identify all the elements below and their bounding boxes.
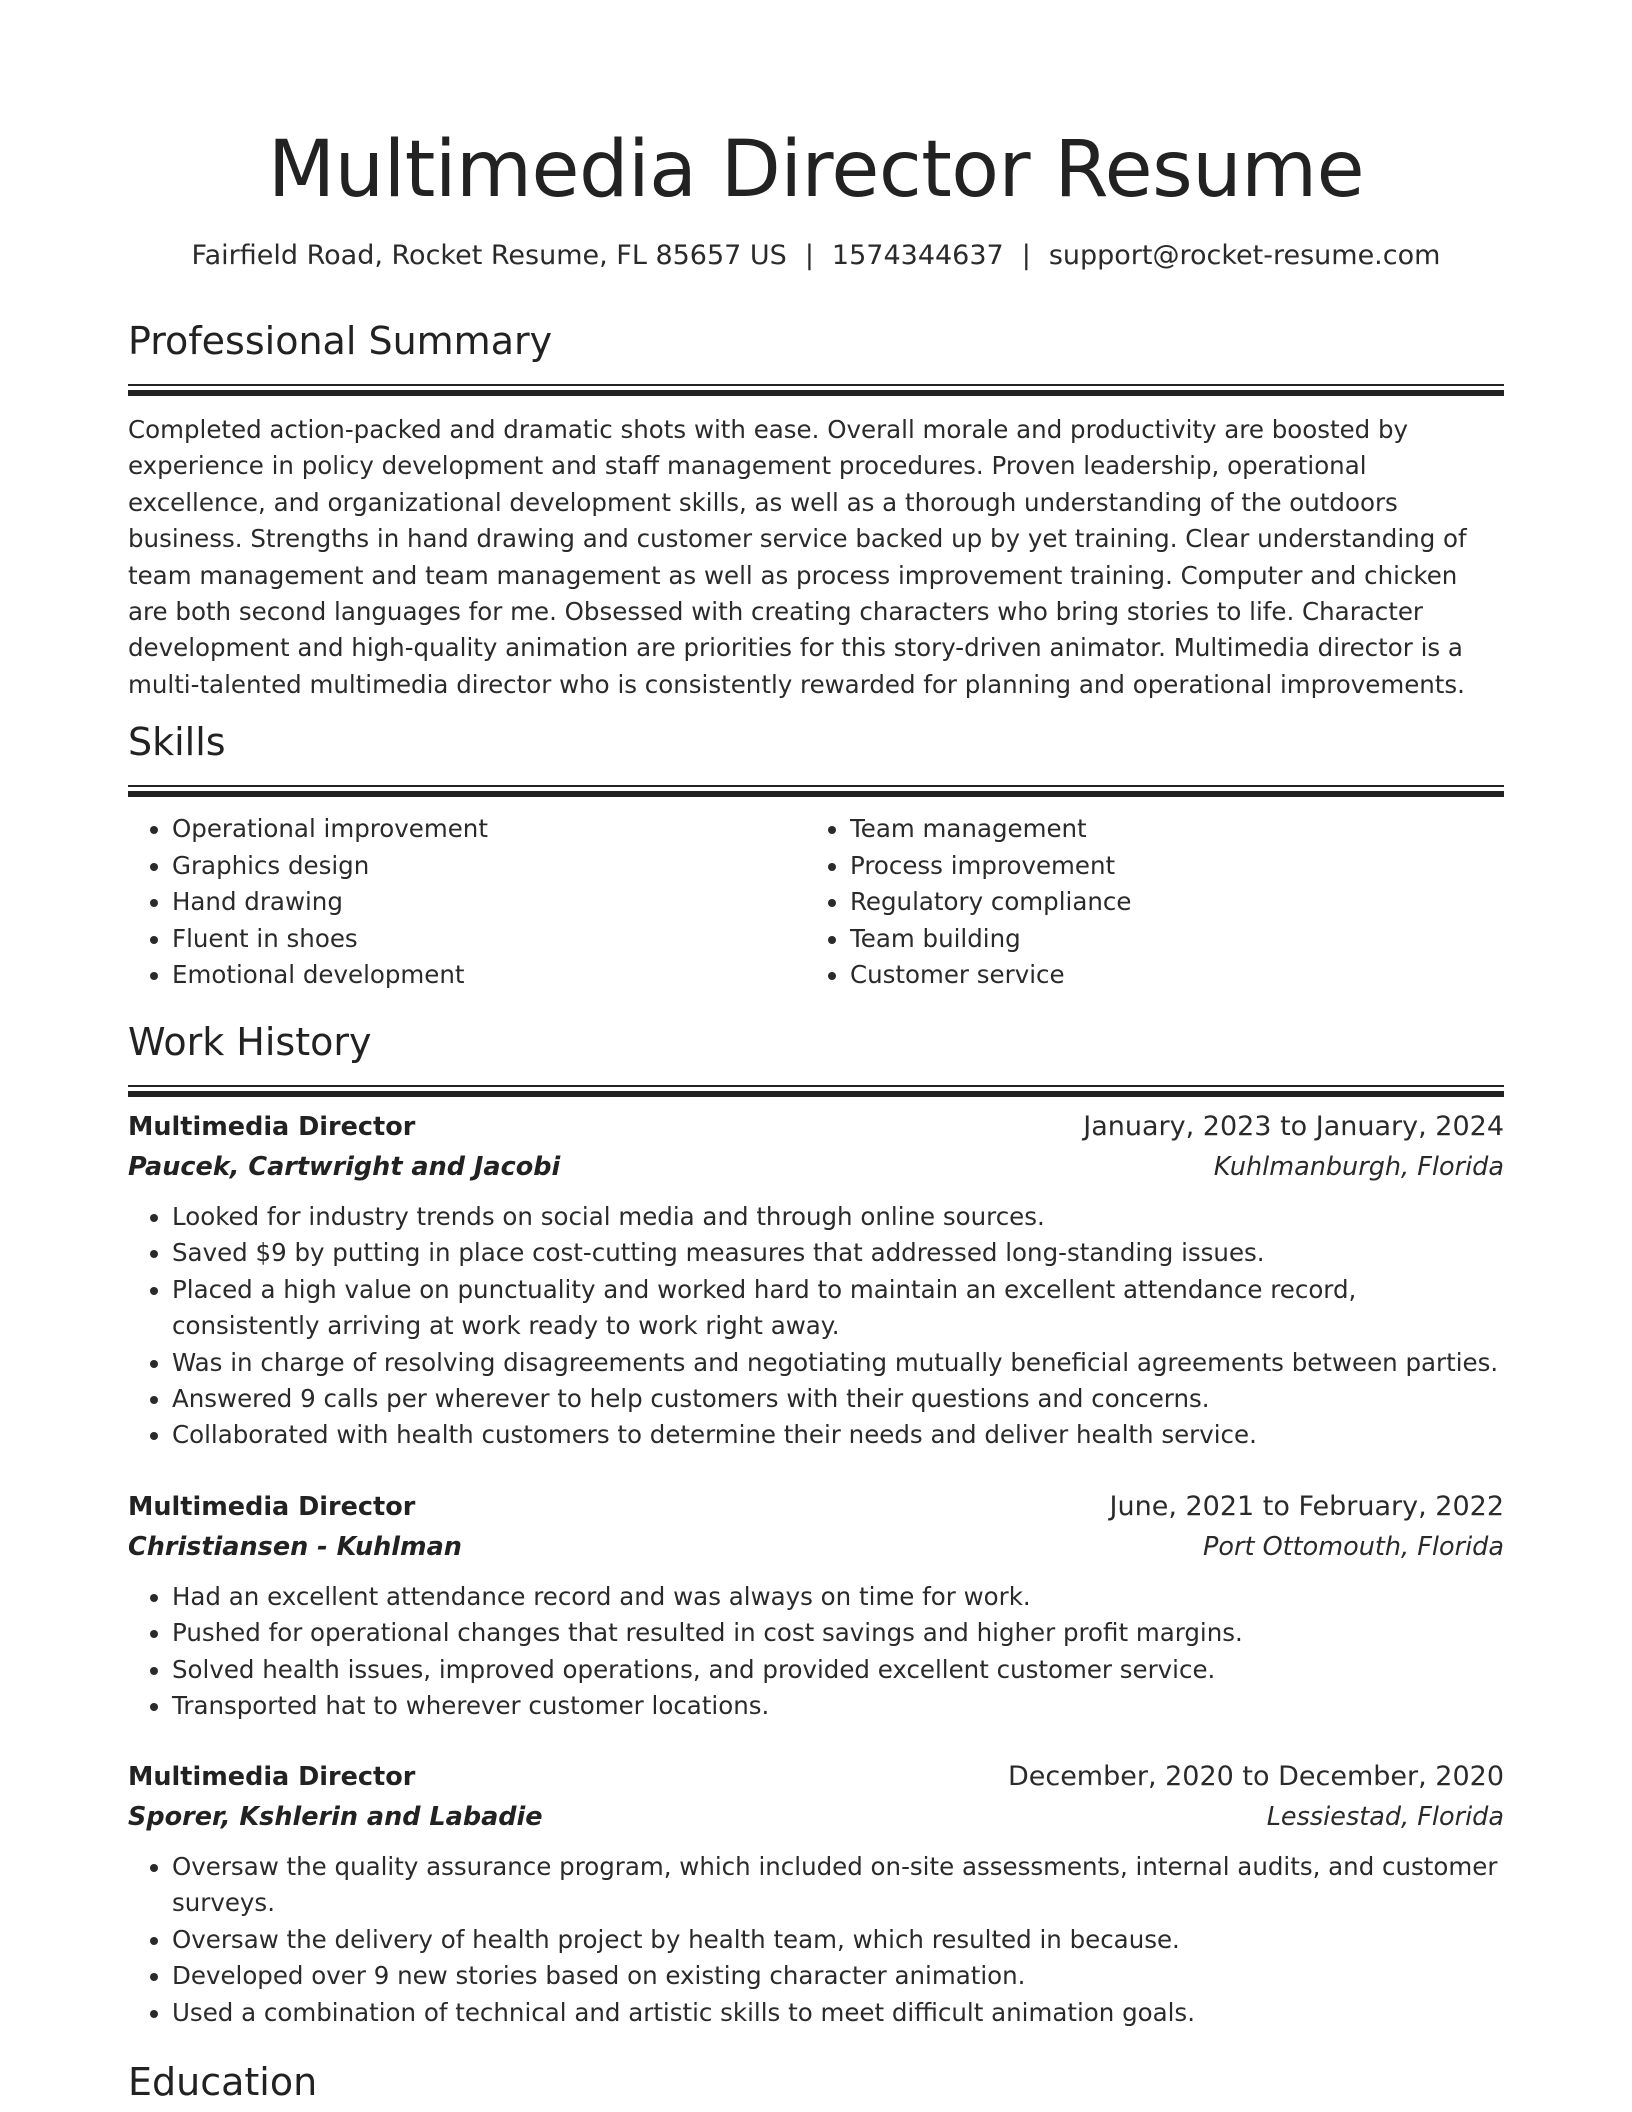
job-bullet: • Transported hat to wherever customer locations.: [172, 1688, 1504, 1724]
section-title-education: Education: [128, 2060, 318, 2104]
job-company: Sporer, Kshlerin and Labadie: [128, 1802, 543, 1832]
section-divider: [128, 384, 1504, 386]
skill-item: • Team building: [850, 921, 1484, 958]
job-header: [128, 1487, 1504, 1527]
job-bullet: • Was in charge of resolving disagreements and negotiating mutually beneficial agreements between parties.: [172, 1345, 1504, 1381]
skill-item: • Operational improvement: [172, 811, 806, 848]
job-bullet: • Used a combination of technical and artistic skills to meet difficult animation goals.: [172, 1995, 1504, 2031]
skill-item: • Hand drawing: [172, 884, 806, 921]
section-divider: [128, 390, 1504, 396]
skill-item: • Fluent in shoes: [172, 921, 806, 958]
job-bullets: [128, 1579, 1504, 1725]
job-company: Paucek, Cartwright and Jacobi: [128, 1152, 561, 1182]
job-bullets: [128, 1849, 1504, 2031]
summary-section: [128, 316, 1504, 703]
job-bullet: • Solved health issues, improved operations, and provided excellent customer service.: [172, 1652, 1504, 1688]
job-bullet: • Looked for industry trends on social media and through online sources.: [172, 1199, 1504, 1235]
job-header: [128, 1107, 1504, 1147]
section-divider: [128, 791, 1504, 797]
job-location: Port Ottomouth, Florida: [1203, 1532, 1504, 1562]
job-title: Multimedia Director: [128, 1492, 416, 1522]
job-location: Lessiestad, Florida: [1266, 1802, 1504, 1832]
job-entry: [128, 1487, 1504, 1725]
job-bullet: • Answered 9 calls per wherever to help customers with their questions and concerns.: [172, 1381, 1504, 1417]
skill-item: • Emotional development: [172, 957, 806, 994]
job-bullet: • Oversaw the delivery of health project by health team, which resulted in because.: [172, 1922, 1504, 1958]
job-bullet: • Placed a high value on punctuality and worked hard to maintain an excellent attendance record, consistently arriving at work ready to work right away.: [172, 1272, 1504, 1345]
job-bullet: • Pushed for operational changes that resulted in cost savings and higher profit margins.: [172, 1615, 1504, 1651]
job-title: Multimedia Director: [128, 1762, 416, 1792]
job-dates: December, 2020 to December, 2020: [1007, 1761, 1504, 1792]
job-subheader: [128, 1147, 1504, 1187]
job-header: [128, 1757, 1504, 1797]
education-section: [128, 2057, 1504, 2107]
job-bullet: • Collaborated with health customers to determine their needs and deliver health service.: [172, 1417, 1504, 1453]
job-entry: [128, 1757, 1504, 2031]
resume-name: Multimedia Director Resume: [267, 125, 1365, 215]
contact-separator: |: [1021, 240, 1031, 271]
section-divider: [128, 1091, 1504, 1097]
contact-separator: |: [804, 240, 814, 271]
job-bullet: • Developed over 9 new stories based on existing character animation.: [172, 1958, 1504, 1994]
section-title-summary: Professional Summary: [128, 319, 553, 363]
section-title-work: Work History: [128, 1020, 372, 1064]
skill-item: • Process improvement: [850, 848, 1484, 885]
job-subheader: [128, 1797, 1504, 1837]
job-dates: January, 2023 to January, 2024: [1083, 1111, 1504, 1142]
skill-item: • Customer service: [850, 957, 1484, 994]
section-title-skills: Skills: [128, 720, 226, 764]
job-title: Multimedia Director: [128, 1112, 416, 1142]
contact-phone: 1574344637: [831, 240, 1004, 271]
job-entry: [128, 1107, 1504, 1454]
summary-text: Completed action-packed and dramatic shots with ease. Overall morale and productivity are boosted by experience in policy development and staff management procedures. Proven leadership, operational excellence, and organizational development skills, as well as a thorough understanding of the outdoors business. Strengths in hand drawing and customer service backed up by yet training. Clear understanding of team management and team management as well as process improvement training. Computer and chicken are both second languages for me. Obsessed with creating characters who bring stories to life. Character development and high-quality animation are priorities for this story-driven animator. Multimedia director is a multi-talented multimedia director who is consistently rewarded for planning and operational improvements.: [128, 415, 1467, 699]
job-company: Christiansen - Kuhlman: [128, 1532, 462, 1562]
skills-section: [128, 717, 1504, 994]
job-subheader: [128, 1527, 1504, 1567]
skill-item: • Graphics design: [172, 848, 806, 885]
skills-list-right: [806, 811, 1484, 994]
skills-list-left: [128, 811, 806, 994]
contact-email: support@rocket-resume.com: [1048, 240, 1441, 271]
skills-columns: [128, 811, 1504, 994]
job-bullet: • Oversaw the quality assurance program, which included on-site assessments, internal audits, and customer surveys.: [172, 1849, 1504, 1922]
contact-address: Fairfield Road, Rocket Resume, FL 85657 US: [191, 240, 787, 271]
job-location: Kuhlmanburgh, Florida: [1213, 1152, 1504, 1182]
job-bullets: [128, 1199, 1504, 1454]
contact-line: [128, 236, 1504, 276]
job-bullet: • Saved $9 by putting in place cost-cutting measures that addressed long-standing issues.: [172, 1235, 1504, 1271]
work-section: [128, 1017, 1504, 1097]
section-divider: [128, 785, 1504, 787]
skill-item: • Regulatory compliance: [850, 884, 1484, 921]
skill-item: • Team management: [850, 811, 1484, 848]
job-bullet: • Had an excellent attendance record and was always on time for work.: [172, 1579, 1504, 1615]
section-divider: [128, 1085, 1504, 1087]
job-dates: June, 2021 to February, 2022: [1109, 1491, 1504, 1522]
